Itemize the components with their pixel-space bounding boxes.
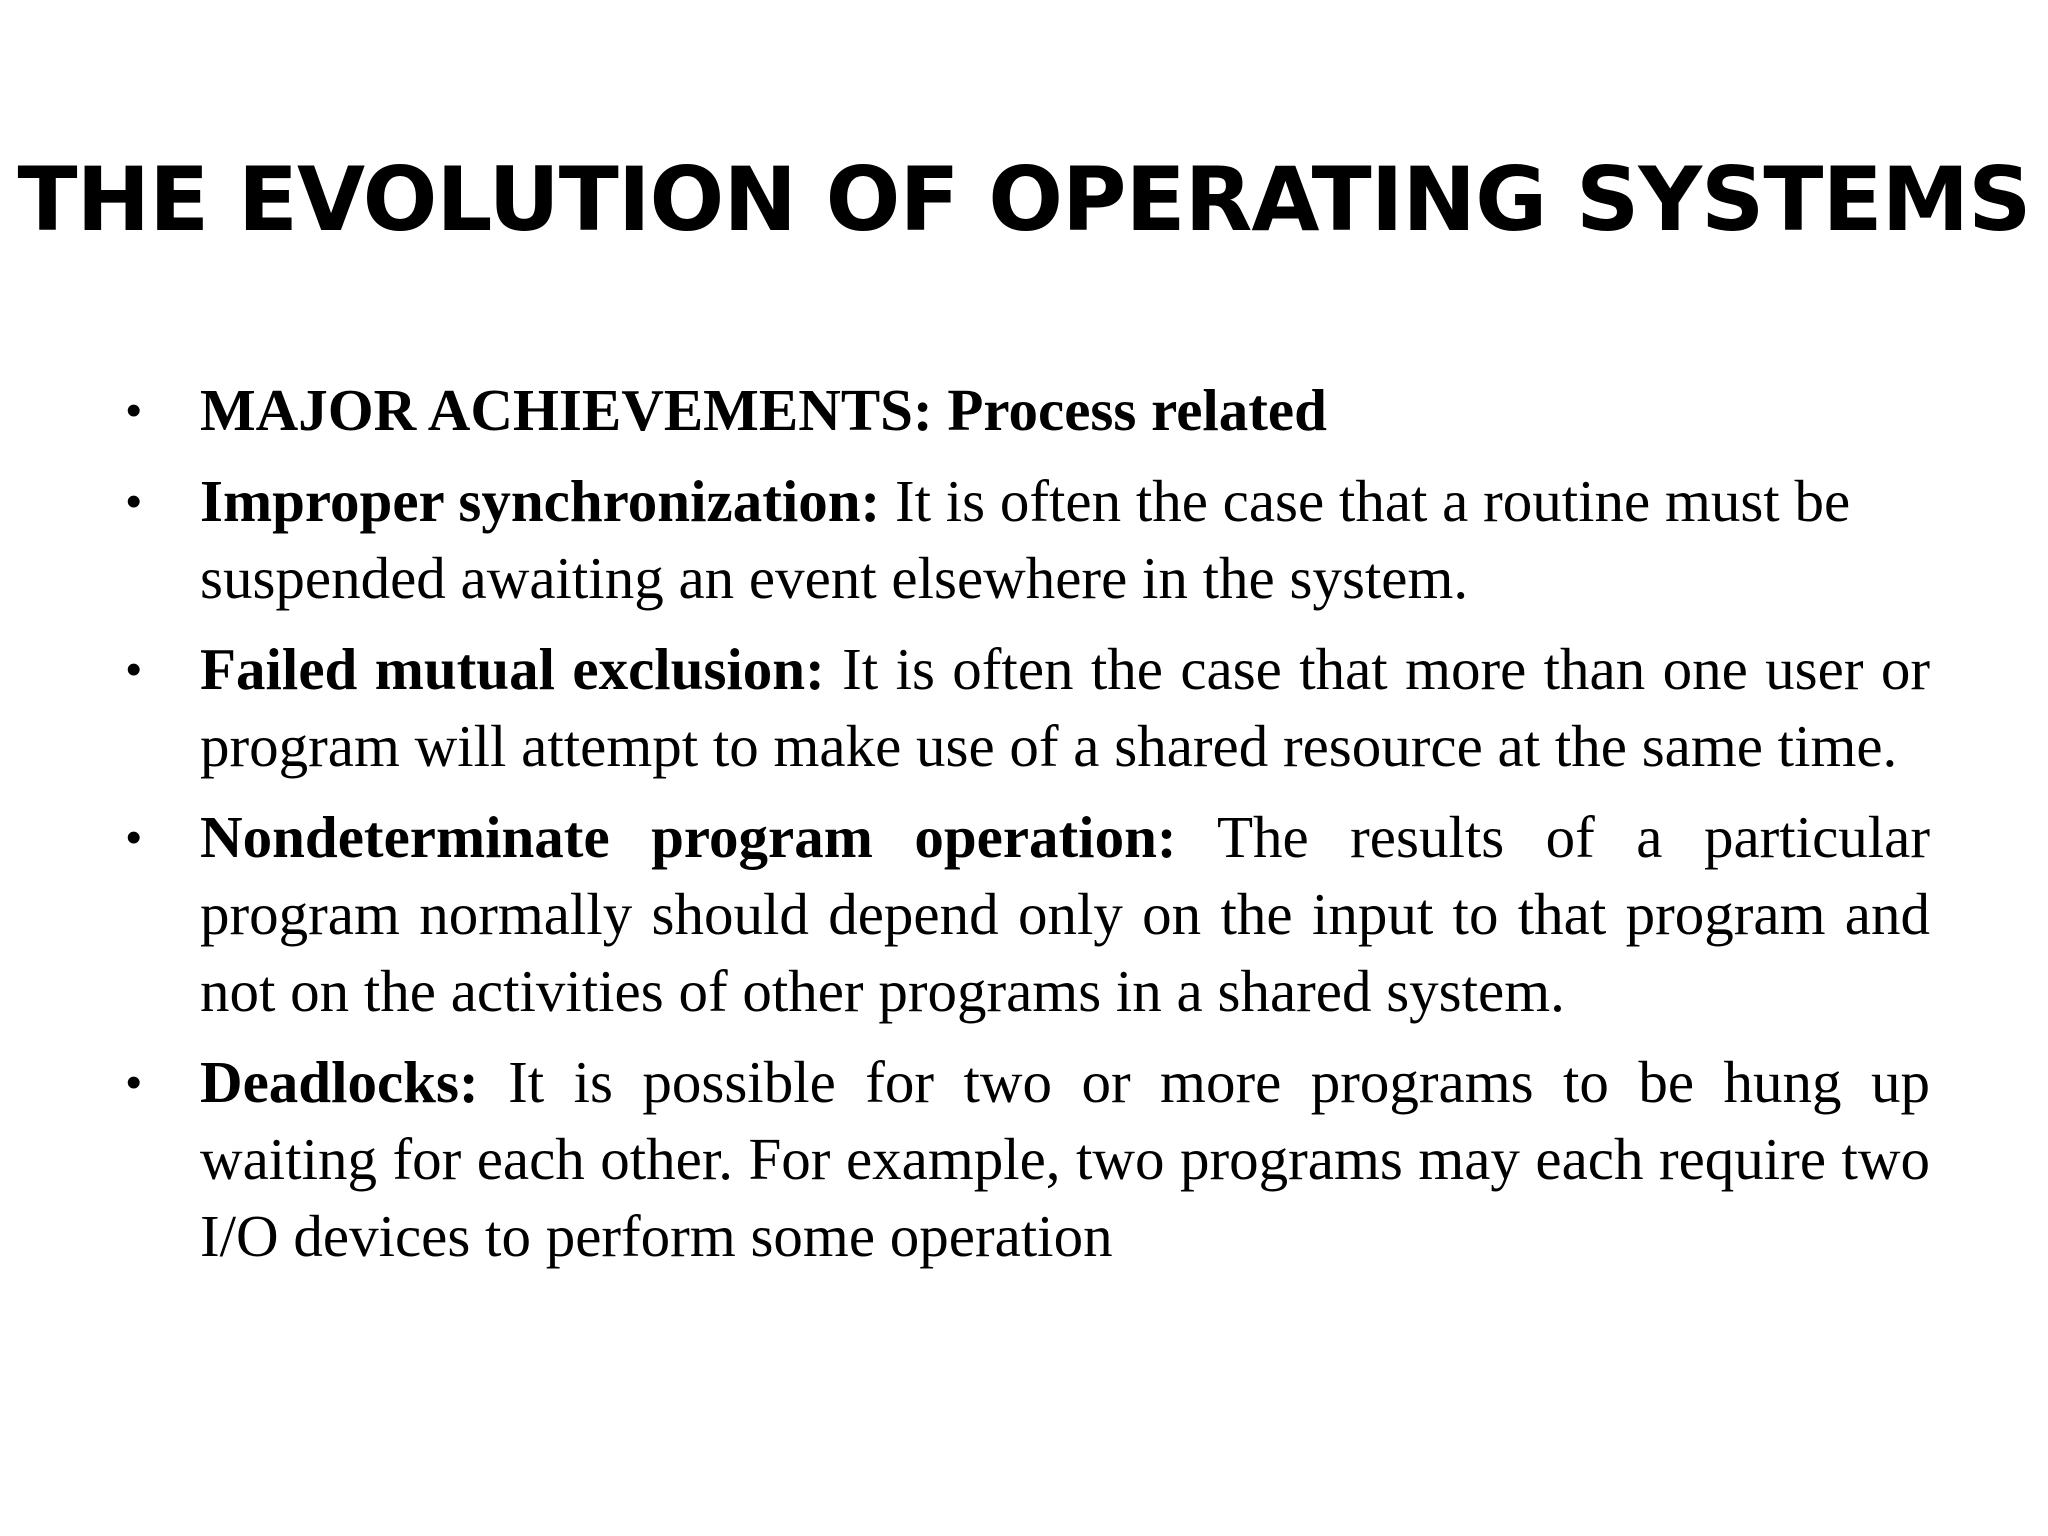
bullet-text: It is often the case that more than one user or program will attempt to make use of a shared resource at the same time. [200,636,1930,779]
bullet-icon: • [126,477,142,526]
bullet-list [120,372,1930,1289]
bullet-item-improper-synchronization [120,463,1930,617]
bullet-text: It is often the case that a routine must be suspended awaiting an event elsewhere in the system. [200,468,1851,611]
bullet-text: It is possible for two or more programs to be hung up waiting for each other. For example, two programs may each require two I/O devices to perform some operation [200,1049,1930,1269]
bullet-icon: • [126,386,142,435]
bullet-icon: • [126,645,142,694]
bullet-term: Deadlocks: [200,1049,479,1115]
bullet-item-major-achievements [120,372,1930,449]
bullet-icon: • [126,1058,142,1107]
bullet-text: The results of a particular program normally should depend only on the input to that program and not on the activities of other programs in a shared system. [200,804,1930,1024]
bullet-term: Improper synchronization: [200,468,881,534]
slide-title: THE EVOLUTION OF OPERATING SYSTEMS [17,148,2031,251]
bullet-term: Failed mutual exclusion: [200,636,825,702]
bullet-item-failed-mutual-exclusion [120,631,1930,785]
bullet-term: MAJOR ACHIEVEMENTS: Process related [200,377,1327,443]
bullet-item-nondeterminate-program-operation [120,799,1930,1030]
bullet-term: Nondeterminate program operation: [200,804,1177,870]
bullet-icon: • [126,813,142,862]
bullet-item-deadlocks [120,1044,1930,1275]
